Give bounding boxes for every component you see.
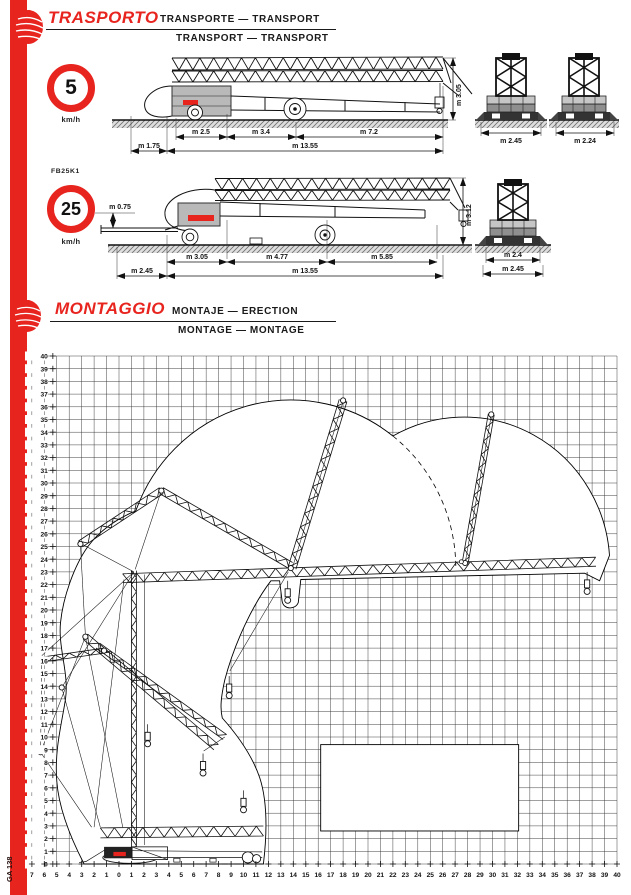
svg-text:17: 17	[40, 645, 48, 653]
svg-text:37: 37	[40, 391, 48, 399]
crane-side-view-transport-2	[95, 178, 473, 279]
svg-text:30: 30	[40, 480, 48, 488]
ground	[108, 245, 472, 253]
dim-label: m 3.12	[466, 204, 473, 226]
svg-text:19: 19	[40, 620, 48, 628]
svg-text:16: 16	[314, 872, 322, 879]
svg-text:21: 21	[40, 594, 48, 602]
svg-text:2: 2	[92, 872, 96, 879]
svg-text:7: 7	[30, 872, 34, 879]
brand-ribbon-icon	[10, 5, 52, 47]
svg-text:12: 12	[264, 872, 273, 879]
svg-text:7: 7	[204, 872, 208, 879]
dim-label: m 2.5	[192, 129, 210, 136]
svg-text:23: 23	[401, 872, 410, 879]
speed-unit: km/h	[61, 237, 81, 246]
svg-text:25: 25	[40, 544, 48, 552]
svg-text:4: 4	[67, 872, 72, 879]
header-rule	[46, 29, 336, 30]
doc-code: GA 138	[5, 856, 14, 882]
speed-value: 25	[60, 198, 82, 219]
dim-label: m 3.05	[186, 254, 208, 261]
dim-label: m 2.45	[502, 266, 524, 273]
transport-drawings	[35, 50, 631, 295]
dim-label: m 3.05	[456, 84, 463, 106]
svg-text:5: 5	[44, 798, 48, 806]
section-title-montaggio: MONTAGGIO	[55, 299, 165, 318]
svg-text:25: 25	[426, 872, 434, 879]
speed-value: 5	[65, 76, 77, 99]
svg-text:38: 38	[40, 379, 48, 386]
svg-text:5: 5	[179, 872, 184, 879]
svg-text:4: 4	[166, 872, 171, 879]
svg-text:30: 30	[488, 872, 497, 879]
svg-text:32: 32	[40, 455, 48, 463]
erection-diagram	[25, 345, 631, 895]
svg-text:18: 18	[40, 633, 48, 640]
crane-rear-view-2	[549, 53, 619, 145]
montaggio-subtitle-top: MONTAJE — ERECTION	[172, 306, 299, 317]
ground	[112, 120, 448, 128]
svg-text:18: 18	[339, 872, 347, 879]
svg-text:11: 11	[252, 872, 260, 879]
montaggio-subtitle-bottom: MONTAGE — MONTAGE	[178, 325, 305, 336]
svg-text:17: 17	[326, 872, 335, 879]
svg-text:3: 3	[79, 872, 84, 879]
crane-logo-mark	[183, 100, 198, 105]
dim-label: m 2.45	[131, 268, 153, 275]
svg-text:2: 2	[142, 872, 146, 879]
dim-label: m 7.2	[360, 129, 378, 136]
svg-text:2: 2	[44, 836, 48, 844]
crane-rear-view-3	[475, 179, 551, 277]
svg-text:14: 14	[40, 683, 48, 691]
svg-text:6: 6	[44, 785, 48, 793]
svg-text:3: 3	[44, 823, 48, 831]
svg-text:29: 29	[40, 493, 48, 501]
svg-text:34: 34	[538, 872, 546, 879]
svg-text:24: 24	[414, 872, 422, 879]
svg-text:6: 6	[191, 872, 196, 879]
svg-text:11: 11	[40, 721, 48, 729]
svg-text:31: 31	[501, 872, 509, 879]
svg-text:40: 40	[613, 872, 621, 879]
crane-side-view-transport-1	[112, 57, 472, 201]
svg-text:6: 6	[42, 872, 47, 879]
dim-label: m 2.4	[504, 252, 522, 259]
svg-text:29: 29	[476, 872, 484, 879]
model-label: FB25K1	[51, 168, 80, 175]
dim-label: m 0.75	[109, 204, 131, 211]
svg-text:28: 28	[40, 506, 48, 513]
svg-text:1: 1	[44, 848, 48, 856]
trasporto-subtitle-top: TRANSPORTE — TRANSPORT	[160, 14, 320, 25]
svg-text:16: 16	[40, 658, 48, 666]
crane-logo-mark	[113, 852, 125, 856]
svg-text:37: 37	[575, 872, 584, 879]
dim-label: m 5.85	[371, 254, 393, 261]
svg-text:26: 26	[40, 531, 48, 539]
svg-text:22: 22	[389, 872, 397, 879]
svg-text:9: 9	[44, 747, 48, 755]
dim-label: m 4.77	[266, 254, 288, 261]
dim-label: m 2.24	[574, 138, 596, 145]
svg-text:10: 10	[40, 734, 48, 742]
svg-text:22: 22	[40, 582, 48, 590]
brand-ribbon-icon	[10, 296, 52, 336]
svg-text:12: 12	[40, 709, 48, 717]
svg-text:38: 38	[588, 872, 596, 879]
svg-text:39: 39	[600, 872, 609, 879]
svg-text:33: 33	[40, 442, 48, 450]
blank-note-box	[321, 745, 519, 831]
svg-text:4: 4	[44, 810, 48, 818]
svg-text:33: 33	[526, 872, 534, 879]
speed-unit: km/h	[61, 115, 81, 124]
svg-text:19: 19	[351, 872, 360, 879]
svg-text:0: 0	[117, 872, 121, 879]
svg-text:36: 36	[40, 404, 48, 412]
svg-text:13: 13	[277, 872, 285, 879]
svg-text:21: 21	[376, 872, 385, 879]
svg-text:5: 5	[54, 872, 59, 879]
svg-text:39: 39	[40, 366, 48, 374]
svg-text:8: 8	[216, 872, 221, 879]
svg-text:28: 28	[463, 872, 472, 879]
svg-text:36: 36	[563, 872, 571, 879]
trasporto-subtitle-bottom: TRANSPORT — TRANSPORT	[176, 33, 329, 44]
dim-label: m 3.4	[252, 129, 270, 136]
dim-label: m 13.55	[292, 143, 318, 150]
svg-text:20: 20	[40, 607, 48, 615]
crane-logo-mark	[188, 215, 214, 221]
svg-text:34: 34	[40, 429, 48, 437]
svg-text:26: 26	[439, 872, 447, 879]
svg-text:27: 27	[451, 872, 459, 879]
svg-text:13: 13	[40, 696, 48, 704]
svg-text:27: 27	[40, 518, 48, 526]
svg-text:35: 35	[551, 872, 559, 879]
svg-text:15: 15	[302, 872, 310, 879]
svg-text:1: 1	[104, 872, 109, 879]
crane-rear-view-1	[475, 53, 547, 145]
dim-label: m 2.45	[500, 138, 522, 145]
svg-text:31: 31	[40, 467, 48, 475]
svg-text:24: 24	[40, 556, 48, 564]
svg-text:32: 32	[513, 872, 522, 879]
svg-text:3: 3	[154, 872, 159, 879]
svg-text:23: 23	[40, 569, 48, 577]
svg-text:40: 40	[40, 353, 48, 361]
svg-text:8: 8	[44, 760, 48, 767]
svg-text:20: 20	[364, 872, 372, 879]
section-title-trasporto: TRASPORTO	[48, 8, 159, 27]
svg-text:15: 15	[40, 671, 48, 679]
svg-text:9: 9	[229, 872, 233, 879]
svg-text:10: 10	[239, 872, 248, 879]
header-rule	[50, 321, 336, 322]
svg-text:35: 35	[40, 417, 48, 425]
dim-label: m 1.75	[138, 143, 160, 150]
dim-label: m 13.55	[292, 268, 318, 275]
svg-text:7: 7	[44, 772, 48, 780]
svg-text:14: 14	[289, 872, 297, 879]
svg-text:0: 0	[44, 861, 48, 869]
svg-text:1: 1	[129, 872, 134, 879]
